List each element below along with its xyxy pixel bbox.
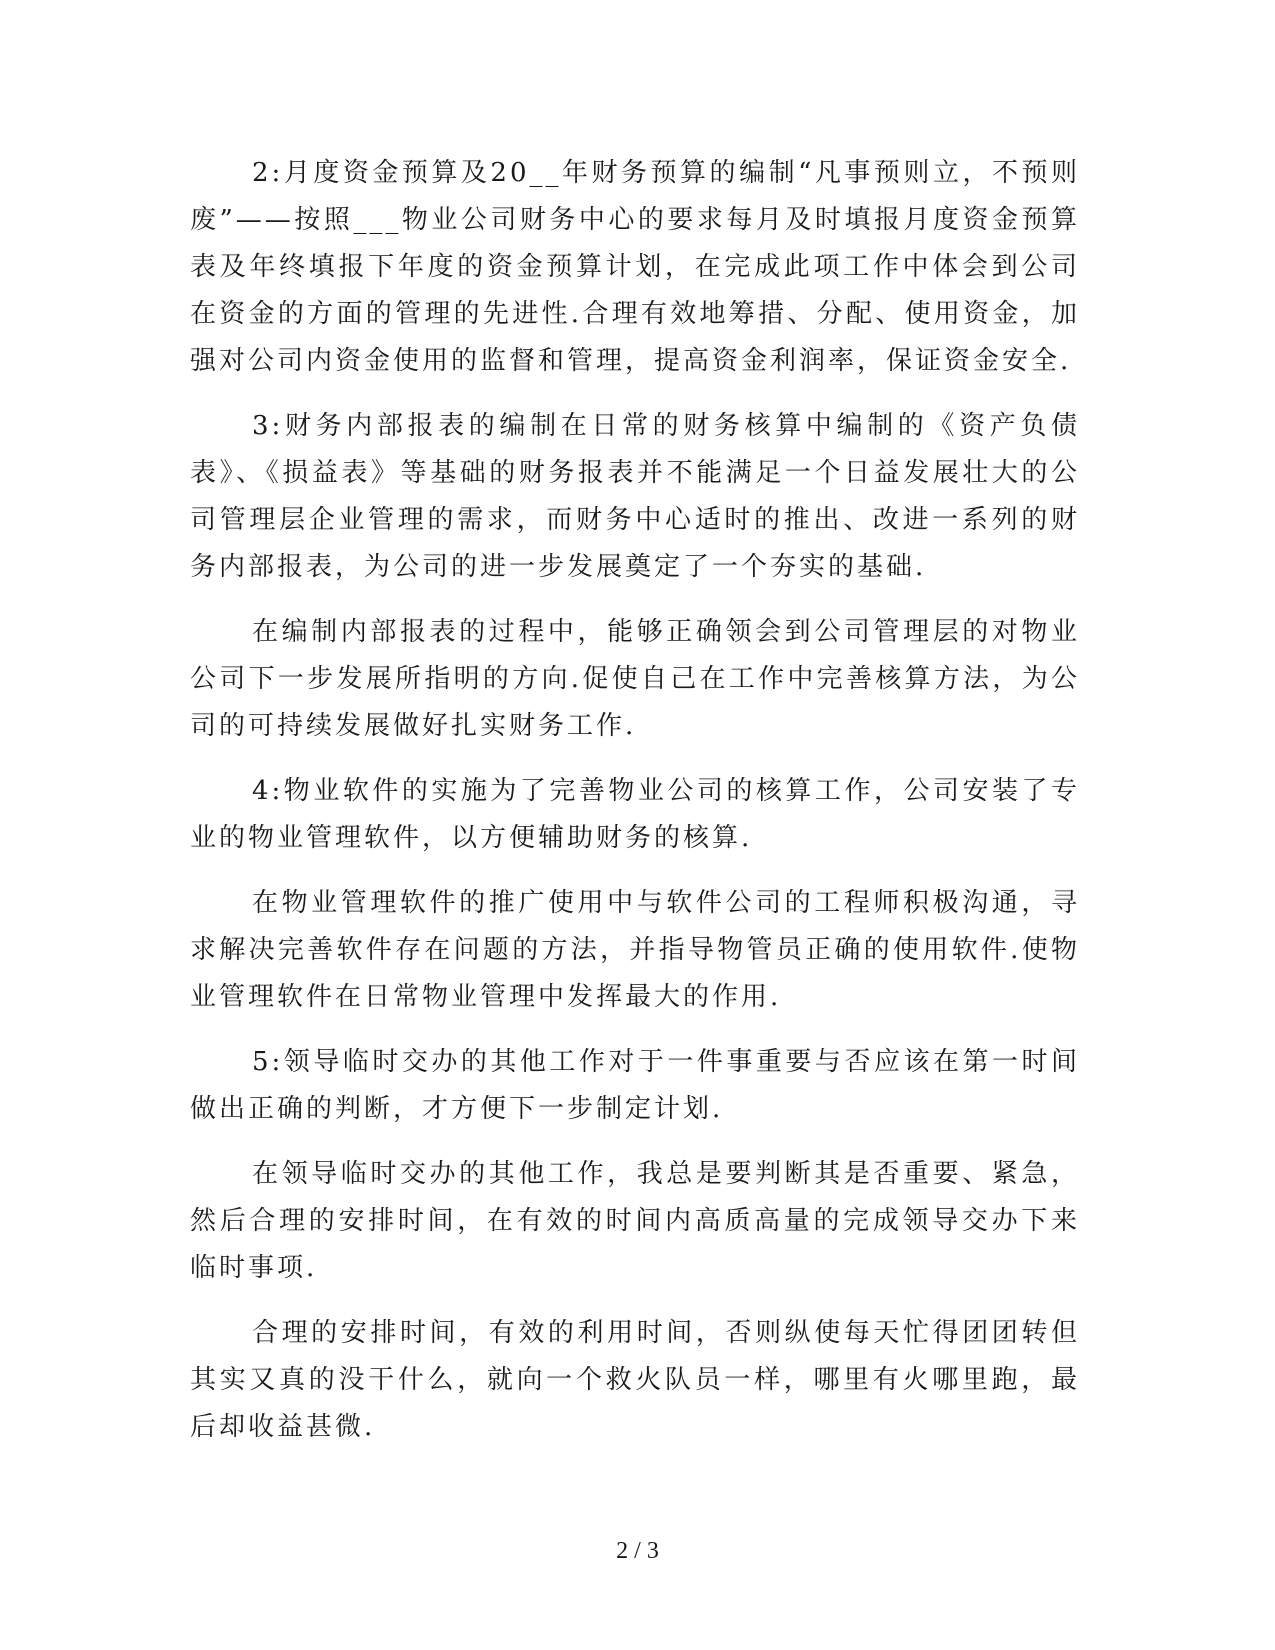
document-body — [190, 150, 1080, 1469]
paragraph-time-management: 合理的安排时间，有效的利用时间，否则纵使每天忙得团团转但其实又真的没干什么，就向一个救火队员一样，哪里有火哪里跑，最后却收益甚微. — [190, 1318, 1080, 1442]
paragraph-task-handling: 在领导临时交办的其他工作，我总是要判断其是否重要、紧急，然后合理的安排时间，在有效的时间内高质高量的完成领导交办下来临时事项. — [190, 1159, 1080, 1283]
page-number: 2 / 3 — [616, 1538, 659, 1564]
paragraph-property-software: 4:物业软件的实施为了完善物业公司的核算工作，公司安装了专业的物业管理软件，以方便辅助财务的核算. — [190, 776, 1080, 853]
paragraph-internal-reports: 3:财务内部报表的编制在日常的财务核算中编制的《资产负债表》、《损益表》等基础的财务报表并不能满足一个日益发展壮大的公司管理层企业管理的需求，而财务中心适时的推出、改进一系列的财务内部报表，为公司的进一步发展奠定了一个夯实的基础. — [190, 411, 1080, 582]
paragraph-monthly-budget: 2:月度资金预算及20__年财务预算的编制“凡事预则立，不预则废”——按照___物业公司财务中心的要求每月及时填报月度资金预算表及年终填报下年度的资金预算计划，在完成此项工作中体会到公司在资金的方面的管理的先进性.合理有效地筹措、分配、使用资金，加强对公司内资金使用的监督和管理，提高资金利润率，保证资金安全. — [190, 158, 1080, 376]
paragraph-report-insight: 在编制内部报表的过程中，能够正确领会到公司管理层的对物业公司下一步发展所指明的方向.促使自己在工作中完善核算方法，为公司的可持续发展做好扎实财务工作. — [190, 617, 1080, 741]
paragraph-temporary-tasks: 5:领导临时交办的其他工作对于一件事重要与否应该在第一时间做出正确的判断，才方便下一步制定计划. — [190, 1047, 1080, 1124]
paragraph-software-promotion: 在物业管理软件的推广使用中与软件公司的工程师积极沟通，寻求解决完善软件存在问题的方法，并指导物管员正确的使用软件.使物业管理软件在日常物业管理中发挥最大的作用. — [190, 888, 1080, 1012]
